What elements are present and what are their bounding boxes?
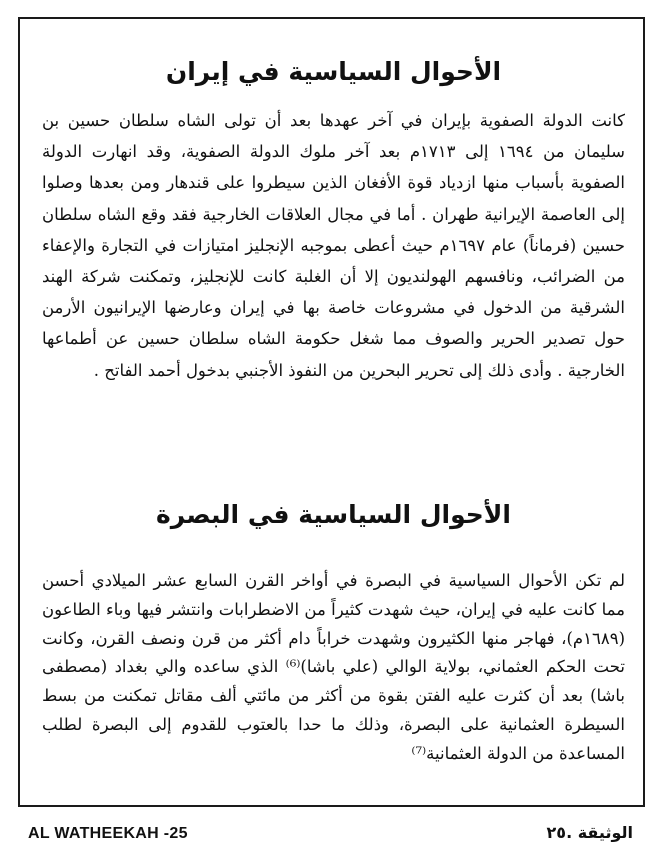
footer-page-number: الوثيقة .٢٥ bbox=[546, 823, 633, 842]
page-frame bbox=[18, 17, 645, 807]
section-title-iran: الأحوال السياسية في إيران bbox=[165, 57, 502, 86]
page-footer bbox=[0, 825, 665, 849]
paragraph-basra: لم تكن الأحوال السياسية في البصرة في أواخر القرن السابع عشر الميلادي أحسن مما كانت عليه في إيران، حيث شهدت كثيراً من الاضطرابات وانتشر فيها وباء الطاعون (١٦٨٩م)، فهاجر منها الكثيرون وشهدت خراباً دام أكثر من قرن ونصف القرن، وكانت تحت الحكم العثماني، بولاية الوالي (علي باشا)⁽⁶⁾ الذي ساعده والي بغداد (مصطفى باشا) بعد أن كثرت عليه الفتن بقوة من أكثر من مائتي ألف مقاتل تمكنت من بسط السيطرة العثمانية على البصرة، وذلك ما حدا بالعتوب للقدوم إلى البصرة لطلب المساعدة من الدولة العثمانية⁽⁷⁾ bbox=[42, 571, 625, 763]
section-title-basra: الأحوال السياسية في البصرة bbox=[156, 500, 511, 529]
paragraph-iran: كانت الدولة الصفوية بإيران في آخر عهدها بعد أن تولى الشاه سلطان حسين بن سليمان من ١٦٩٤ إلى ١٧١٣م بعد آخر ملوك الدولة الصفوية، وقد انهارت الدولة الصفوية بأسباب منها ازدياد قوة الأفغان الذين سيطروا على قندهار ومن بعدها وصلوا إلى العاصمة الإيرانية طهران . أما في مجال العلاقات الخارجية فقد وقع الشاه سلطان حسين (فرماناً) عام ١٦٩٧م حيث أعطى بموجبه الإنجليز امتيازات في التجارة والإعفاء من الضرائب، ونافسهم الهولنديون إلا أن الغلبة كانت للإنجليز، وتمكنت شركة الهند الشرقية من الدخول في مشروعات خاصة بها في إيران وعارضها الإيرانيون الأرمن حول تصدير الحرير والصوف مما شغل حكومة الشاه سلطان حسين عن أطماعها الخارجية . وأدى ذلك إلى تحرير البحرين من النفوذ الأجنبي بدخول أحمد الفاتح . bbox=[42, 111, 626, 380]
footer-journal-name: AL WATHEEKAH -25 bbox=[28, 825, 188, 842]
